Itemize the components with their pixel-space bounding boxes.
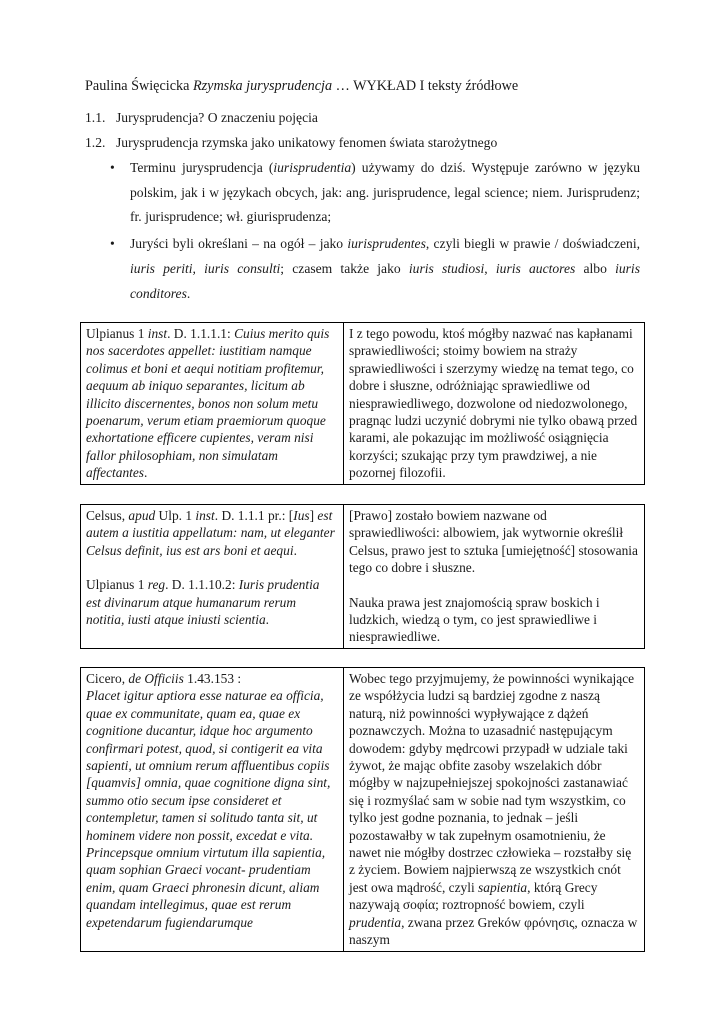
text: , bbox=[484, 260, 496, 276]
latin-text: Iuris prudentia est divinarum atque humanarum rerum notitia, iusti atque iniusti scientia bbox=[86, 577, 320, 628]
source-ref: apud bbox=[128, 508, 156, 523]
section-title: Jurysprudencja? O znaczeniu pojęcia bbox=[116, 110, 318, 125]
polish-text: , zwana przez Greków φρόνησις, oznacza w naszym bbox=[349, 914, 638, 948]
table-row bbox=[81, 505, 645, 649]
polish-text: Wobec tego przyjmujemy, że powinności wynikające ze współżycia ludzi są bardziej zgodne z naszą naturą, niż powinności wypływające z dążeń poznawczych. Można to uzasadnić następującym dowodem: gdyby mędrcowi przypadł w udziale taki żywot, że mając obfite zasoby wszelakich dóbr mógłby w najzupełniejszej spokojności zastanawiać się i rozmyślać sam w sobie nad tym wszystkim, co tylko jest godne poznania, to jednak – jeśli pozostawałby w tak zupełnym osamotnieniu, że nawet nie mógłby dostrzec człowieka – rozstałby się z życiem. Bowiem najpierwszą ze wszystkich cnót jest owa mądrość, czyli bbox=[349, 671, 635, 895]
source-ref: . D. 1.1.10.2: bbox=[165, 577, 239, 593]
section-heading-1-1 bbox=[85, 109, 318, 127]
document-header bbox=[85, 77, 645, 95]
latin-text: Ius bbox=[293, 508, 310, 523]
source-ref: 1.43.153 : bbox=[183, 671, 242, 686]
latin-term: prudentia bbox=[349, 914, 402, 930]
latin-term: iuris periti, iuris consulti bbox=[130, 260, 281, 276]
text: . bbox=[293, 542, 297, 558]
header-author: Paulina Święcicka bbox=[85, 78, 190, 94]
polish-text: , którą Grecy nazywają σοφία; roztropność bowiem, czyli bbox=[349, 879, 598, 913]
latin-text: Cuius merito quis nos sacerdotes appellet: iustitiam namque colimus et boni et aequi notitiam profitemur, aequum ab iniquo separantes, licitum ab illicito discernentes, bonos non solum metu poenarum, verum etiam praemiorum quoque exhortatione efficere cupientes, veram nisi fallor philosophiam, non simulatam affectantes bbox=[86, 326, 330, 481]
text: Terminu jurysprudencja ( bbox=[130, 160, 274, 175]
source-ref: . D. 1.1.1 pr.: [ bbox=[214, 508, 294, 523]
table-row bbox=[81, 323, 645, 485]
section-title: Jurysprudencja rzymska jako unikatowy fenomen świata starożytnego bbox=[116, 135, 498, 150]
latin-paragraph bbox=[86, 576, 337, 628]
latin-paragraph bbox=[86, 507, 337, 559]
text: albo bbox=[575, 260, 616, 276]
section-heading-1-2 bbox=[85, 134, 497, 152]
latin-cell bbox=[81, 323, 344, 485]
text: ) używamy do dziś. Występuje zarówno w języku polskim, jak i w językach obcych, jak: ang. jurisprudence, legal science; niem. Jurisprudenz; fr. jurisprudence; wł. giurisprudenza; bbox=[130, 160, 640, 225]
source-ref: . D. 1.1.1.1: bbox=[167, 326, 235, 341]
source-table-celsus bbox=[80, 504, 645, 649]
latin-term: iurisprudentes bbox=[347, 236, 426, 252]
latin-term: iuris conditores bbox=[130, 260, 640, 301]
bullet-item-term bbox=[110, 156, 640, 230]
latin-cell bbox=[81, 668, 344, 952]
latin-cell bbox=[81, 505, 344, 649]
section-number: 1.2. bbox=[85, 135, 106, 150]
source-ref: Cicero, bbox=[86, 671, 129, 686]
source-ref: Ulpianus 1 bbox=[86, 577, 148, 593]
text: ; czasem także jako bbox=[280, 260, 409, 276]
polish-paragraph: Nauka prawa jest znajomością spraw boskich i ludzkich, wiedzą o tym, co jest sprawiedliwe i niesprawiedliwe. bbox=[349, 594, 600, 645]
latin-term: sapientia bbox=[478, 879, 528, 895]
source-table-cicero bbox=[80, 667, 645, 952]
text: , czyli biegli w prawie / doświadczeni, bbox=[425, 236, 641, 252]
bullet-list bbox=[110, 156, 640, 306]
section-number: 1.1. bbox=[85, 110, 106, 125]
polish-paragraph: [Prawo] zostało bowiem nazwane od sprawiedliwości: albowiem, jak wytwornie określił Celsus, prawo jest to sztuka [umiejętność] stosowania tego co dobre i słuszne. bbox=[349, 508, 638, 576]
text: Juryści byli określani – na ogół – jako bbox=[130, 236, 348, 252]
text: . bbox=[144, 465, 148, 481]
latin-text: Placet igitur aptiora esse naturae ea officia, quae ex communitate, quam ea, quae ex cognitione ducantur, idque hoc argumento confirmari potest, quod, si contigerit ea vita sapienti, ut omnium rerum affluentibus copiis [quamvis] omnia, quae cognitione digna sint, summo otio secum ipse consideret et contempletur, tamen si solitudo tanta sit, ut hominem videre non possit, excedat e vita. Princepsque omnium virtutum illa sapientia, quam sophian Graeci vocant- prudentiam enim, quam Graeci phronesin dicunt, aliam quandam intellegimus, quae est rerum expetendarum fugiendarumque bbox=[86, 688, 331, 930]
source-ref: Celsus, bbox=[86, 508, 129, 523]
text: . bbox=[186, 285, 191, 301]
header-rest: … WYKŁAD I teksty źródłowe bbox=[332, 78, 519, 94]
source-ref: reg bbox=[147, 577, 166, 593]
source-ref: inst bbox=[147, 326, 168, 341]
header-book-title: Rzymska jurysprudencja bbox=[192, 78, 333, 94]
text: ] bbox=[309, 508, 318, 523]
source-ref: inst bbox=[195, 508, 215, 523]
source-ref: Ulp. 1 bbox=[155, 508, 196, 523]
source-table-ulpianus bbox=[80, 322, 645, 485]
latin-term: iurisprudentia bbox=[273, 160, 352, 175]
latin-term: iuris studiosi bbox=[408, 260, 485, 276]
spacer bbox=[349, 577, 638, 594]
source-ref: Ulpianus 1 bbox=[86, 326, 148, 341]
table-row bbox=[81, 668, 645, 952]
polish-text: I z tego powodu, ktoś mógłby nazwać nas kapłanami sprawiedliwości; stoimy bowiem na straży sprawiedliwości i szerzymy wiedzę na temat tego, co dobre i słuszne, odróżniając sprawiedliwe od niesprawiedliwego, dozwolone od niedozwolonego, pragnąc ludzi uczynić dobrymi nie tylko obawą przed karami, ale pokazując im możliwość osiągnięcia korzyści; szukając przy tym prawdziwej, a nie pozornej filozofii. bbox=[349, 326, 638, 481]
latin-term: iuris auctores bbox=[495, 260, 576, 276]
polish-cell bbox=[344, 668, 645, 952]
latin-text: est autem a iustitia appellatum: nam, ut eleganter Celsus definit, ius est ars boni et aequi bbox=[86, 508, 335, 558]
polish-cell bbox=[344, 505, 645, 649]
bullet-item-jurists bbox=[110, 232, 640, 306]
polish-cell bbox=[344, 323, 645, 485]
spacer bbox=[86, 559, 337, 576]
text: . bbox=[265, 612, 270, 628]
source-ref: de Officiis bbox=[128, 671, 184, 686]
